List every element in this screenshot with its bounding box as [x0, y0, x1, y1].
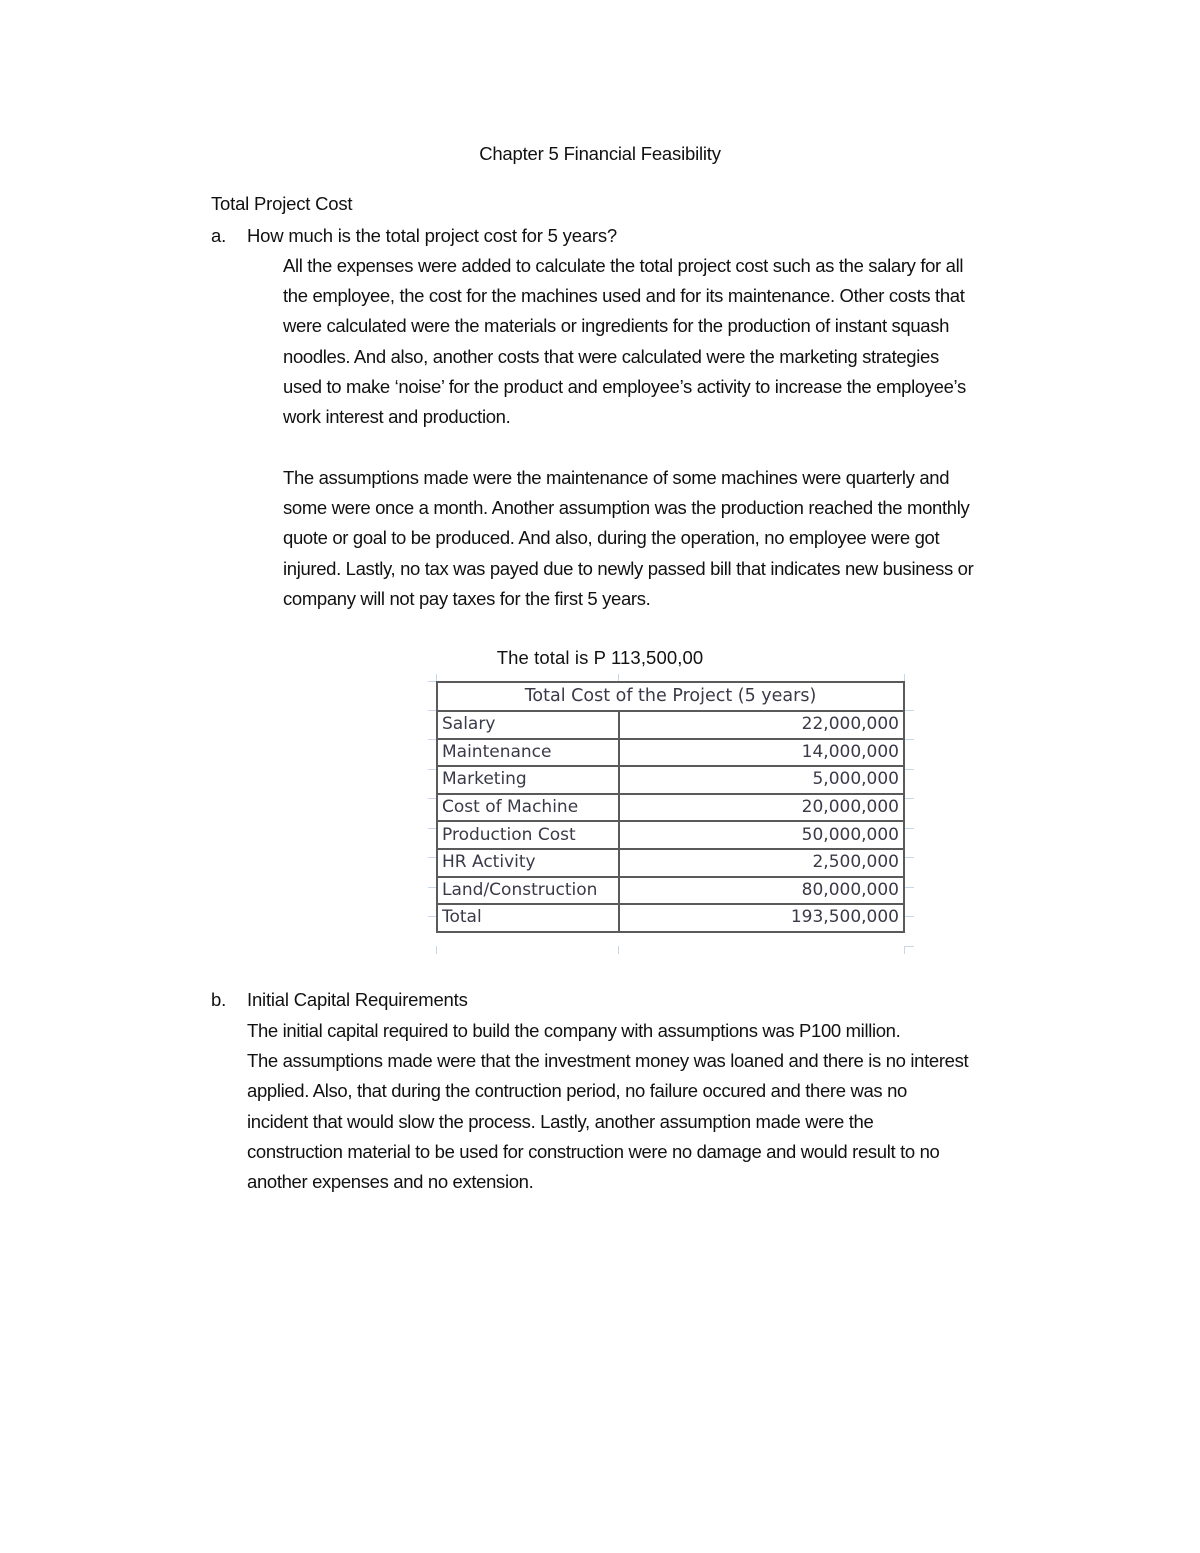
table-row: [437, 849, 904, 877]
paragraph-line: construction material to be used for construction were no damage and would result to no: [247, 1140, 940, 1162]
paragraph-line: injured. Lastly, no tax was payed due to newly passed bill that indicates new business or: [283, 557, 974, 579]
table-row: [437, 794, 904, 822]
paragraph-line: The assumptions made were that the investment money was loaned and there is no interest: [247, 1050, 969, 1072]
row-label: Maintenance: [437, 739, 619, 767]
gridline: [904, 946, 905, 954]
table-row: [437, 739, 904, 767]
paragraph-line: used to make ‘noise’ for the product and employee’s activity to increase the employee’s: [283, 375, 966, 397]
subsection-heading: Initial Capital Requirements: [247, 989, 468, 1010]
row-label: HR Activity: [437, 849, 619, 877]
list-item-a: [211, 225, 617, 247]
paragraph-line: were calculated were the materials or ingredients for the production of instant squash: [283, 315, 950, 337]
gridline: [904, 887, 914, 888]
table-row: [437, 821, 904, 849]
paragraph-line: incident that would slow the process. Lastly, another assumption made were the: [247, 1110, 874, 1132]
paragraph-assumptions: [283, 463, 973, 614]
table-header-row: [437, 682, 904, 711]
row-label: Land/Construction: [437, 877, 619, 905]
row-value: 22,000,000: [619, 711, 904, 739]
gridline: [428, 828, 436, 829]
paragraph-line: All the expenses were added to calculate the total project cost such as the salary for all: [283, 255, 964, 276]
row-value: 50,000,000: [619, 821, 904, 849]
gridline: [904, 828, 914, 829]
paragraph-line: another expenses and no extension.: [247, 1171, 534, 1193]
total-statement: The total is P 113,500,00: [496, 647, 704, 668]
table-row: [437, 877, 904, 905]
paragraph-line: applied. Also, that during the contruction period, no failure occured and there was no: [247, 1080, 907, 1102]
cost-table-snippet: [428, 674, 914, 954]
paragraph-line: The assumptions made were the maintenance of some machines were quarterly and: [283, 467, 950, 488]
row-label: Production Cost: [437, 821, 619, 849]
gridline: [904, 946, 914, 947]
gridline: [428, 916, 436, 917]
paragraph-line: the employee, the cost for the machines used and for its maintenance. Other costs that: [283, 285, 965, 307]
list-marker: a.: [211, 225, 227, 246]
row-label: Marketing: [437, 766, 619, 794]
cost-table: [436, 681, 905, 933]
list-marker: b.: [211, 989, 227, 1010]
gridline: [428, 857, 436, 858]
section-heading: Total Project Cost: [211, 193, 353, 214]
gridline: [904, 798, 914, 799]
paragraph-initial-capital: [247, 1016, 968, 1197]
table-row: [437, 766, 904, 794]
paragraph-line: work interest and production.: [283, 406, 511, 428]
row-value: 193,500,000: [619, 904, 904, 932]
gridline: [428, 739, 436, 740]
paragraph-line: some were once a month. Another assumption was the production reached the monthly: [283, 497, 970, 519]
gridline: [428, 710, 436, 711]
gridline: [428, 887, 436, 888]
paragraph-line: company will not pay taxes for the first 5 years.: [283, 587, 651, 609]
gridline: [428, 681, 436, 682]
gridline: [436, 946, 437, 954]
row-label: Total: [437, 904, 619, 932]
gridline: [904, 674, 905, 681]
row-label: Salary: [437, 711, 619, 739]
gridline: [904, 857, 914, 858]
table-row: [437, 711, 904, 739]
row-label: Cost of Machine: [437, 794, 619, 822]
row-value: 20,000,000: [619, 794, 904, 822]
gridline: [904, 710, 914, 711]
list-item-b: [211, 989, 468, 1011]
paragraph-line: quote or goal to be produced. And also, during the operation, no employee were got: [283, 527, 940, 549]
row-value: 80,000,000: [619, 877, 904, 905]
gridline: [436, 674, 437, 681]
gridline: [618, 946, 619, 954]
gridline: [904, 769, 914, 770]
paragraph-expenses: [283, 251, 966, 432]
table-header: Total Cost of the Project (5 years): [437, 682, 904, 711]
gridline: [904, 739, 914, 740]
row-value: 14,000,000: [619, 739, 904, 767]
paragraph-line: noodles. And also, another costs that were calculated were the marketing strategies: [283, 345, 939, 367]
gridline: [904, 916, 914, 917]
row-value: 2,500,000: [619, 849, 904, 877]
paragraph-line: The initial capital required to build the company with assumptions was P100 million.: [247, 1020, 901, 1041]
row-value: 5,000,000: [619, 766, 904, 794]
gridline: [618, 674, 619, 681]
table-total-row: [437, 904, 904, 932]
gridline: [428, 769, 436, 770]
gridline: [428, 798, 436, 799]
question-text: How much is the total project cost for 5 years?: [247, 225, 618, 246]
page-title: Chapter 5 Financial Feasibility: [479, 143, 721, 164]
